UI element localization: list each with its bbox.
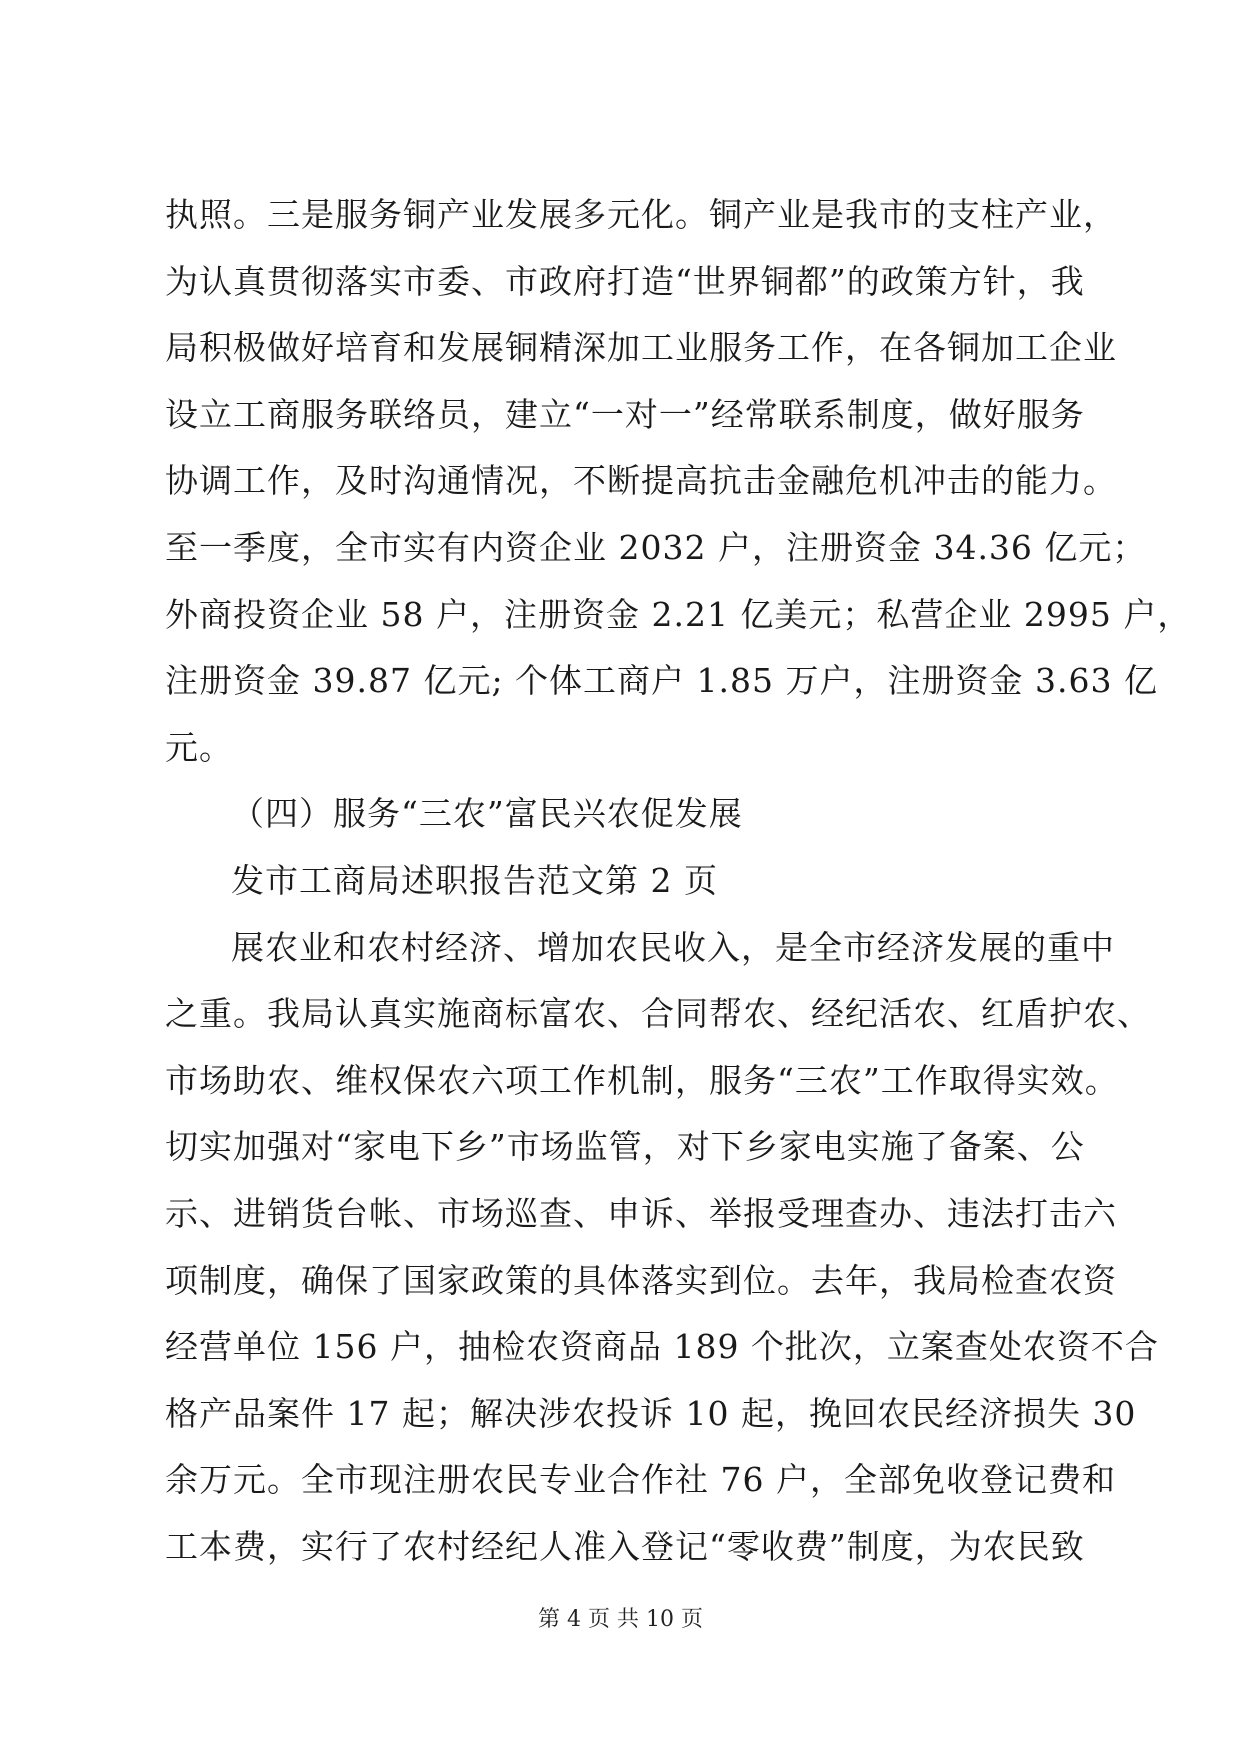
paragraph-start-line: 展农业和农村经济、增加农民收入，是全市经济发展的重中: [231, 928, 1115, 967]
body-text-line: 注册资金 39.87 亿元; 个体工商户 1.85 万户，注册资金 3.63 亿: [165, 661, 1158, 700]
body-text-line: 市场助农、维权保农六项工作机制，服务“三农”工作取得实效。: [165, 1061, 1119, 1100]
section-heading: （四）服务“三农”富民兴农促发展: [231, 794, 743, 833]
body-text-line: 为认真贯彻落实市委、市政府打造“世界铜都”的政策方针，我: [165, 262, 1085, 301]
body-text-line: 设立工商服务联络员，建立“一对一”经常联系制度，做好服务: [165, 395, 1085, 434]
page-running-title: 发市工商局述职报告范文第 2 页: [231, 861, 718, 900]
body-text-line: 工本费，实行了农村经纪人准入登记“零收费”制度，为农民致: [165, 1527, 1085, 1566]
body-text-line: 外商投资企业 58 户，注册资金 2.21 亿美元；私营企业 2995 户，: [165, 595, 1192, 634]
body-text-line: 经营单位 156 户，抽检农资商品 189 个批次，立案查处农资不合: [165, 1327, 1159, 1366]
body-text-line: 至一季度，全市实有内资企业 2032 户，注册资金 34.36 亿元；: [165, 528, 1147, 567]
body-text-line: 格产品案件 17 起；解决涉农投诉 10 起，挽回农民经济损失 30: [165, 1394, 1137, 1433]
body-text-line: 切实加强对“家电下乡”市场监管，对下乡家电实施了备案、公: [165, 1127, 1085, 1166]
page-footer: 第 4 页 共 10 页: [538, 1607, 703, 1632]
body-text-line: 局积极做好培育和发展铜精深加工业服务工作，在各铜加工企业: [165, 328, 1117, 367]
body-text-line: 示、进销货台帐、市场巡查、申诉、举报受理查办、违法打击六: [165, 1194, 1117, 1233]
body-text-line: 之重。我局认真实施商标富农、合同帮农、经纪活农、红盾护农、: [165, 994, 1151, 1033]
body-text-line: 元。: [165, 728, 233, 767]
body-text-line: 余万元。全市现注册农民专业合作社 76 户，全部免收登记费和: [165, 1460, 1116, 1499]
body-text-line: 执照。三是服务铜产业发展多元化。铜产业是我市的支柱产业，: [165, 195, 1117, 234]
body-text-line: 项制度，确保了国家政策的具体落实到位。去年，我局检查农资: [165, 1261, 1117, 1300]
body-text-line: 协调工作，及时沟通情况，不断提高抗击金融危机冲击的能力。: [165, 461, 1117, 500]
